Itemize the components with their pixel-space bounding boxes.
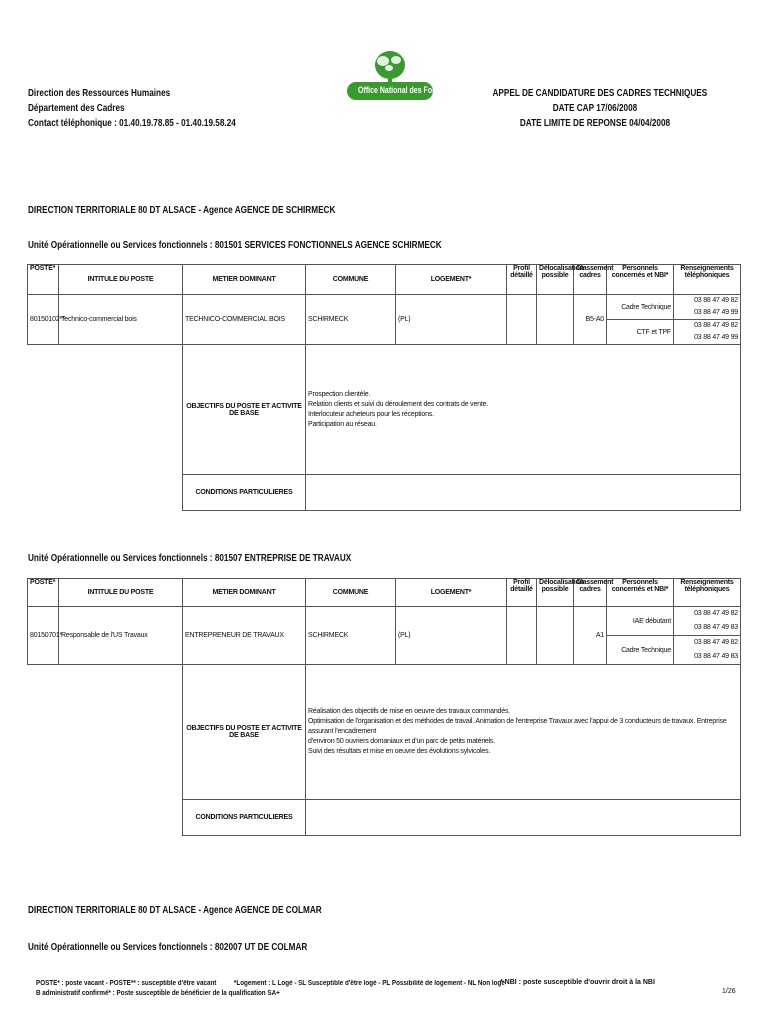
footer-legend [36,979,505,999]
personnel-1: IAE débutant [607,607,674,636]
col-classement: Classement cadres [574,579,607,607]
footer-line-1: POSTE* : poste vacant - POSTE** : susceptible d'être vacant *Logement : L Logé - SL Susceptible d'être logé - PL Possibilité de logement - NL Non logé [36,980,505,987]
poste-profil [507,607,537,665]
poste-profil [507,295,537,345]
col-delocalisation: Délocalisation possible [537,579,574,607]
table-row [28,295,741,320]
post-table-801501 [27,264,741,511]
telephone: 03 88 47 49 99 [694,334,738,341]
col-classement: Classement cadres [574,265,607,295]
col-poste: POSTE* [28,579,59,607]
col-logement: LOGEMENT* [396,579,507,607]
col-profil: Profil détaillé [507,579,537,607]
objectif-line: Interlocuteur acheteurs pour les réceptions. [308,410,434,418]
telephones-2 [674,320,741,345]
tree-logo-icon [345,48,446,104]
objectifs-label: OBJECTIFS DU POSTE ET ACTIVITE DE BASE [183,665,306,800]
telephone: 03 88 47 49 82 [694,639,738,646]
header-line-direction: Direction des Ressources Humaines [28,88,171,99]
telephone: 03 88 47 49 83 [694,624,738,631]
poste-delocalisation [537,607,574,665]
telephone: 03 88 47 49 82 [694,610,738,617]
col-metier: METIER DOMINANT [183,265,306,295]
conditions-row [28,800,741,836]
header-line-appel: APPEL DE CANDIDATURE DES CADRES TECHNIQUES [492,88,708,99]
col-intitule: INTITULE DU POSTE [59,579,183,607]
objectifs-text [306,665,741,800]
col-personnels: Personnels concernés et NBI* [607,265,674,295]
poste-intitule: Technico-commercial bois [59,295,183,345]
personnel-2: Cadre Technique [607,636,674,665]
telephone: 03 88 47 49 83 [694,653,738,660]
telephone: 03 88 47 49 82 [694,297,738,304]
objectif-line: Optimisation de l'organisation et des méthodes de travail. Animation de l'entreprise Travaux avec l'appui de 3 conducteurs de travaux. Entreprise assurant l'encadrement [308,718,727,735]
objectif-line: Relation clients et suivi du déroulement des contrats de vente. [308,400,489,408]
poste-classement: B5-A0 [574,295,607,345]
onf-logo [345,48,446,104]
col-personnels: Personnels concernés et NBI* [607,579,674,607]
objectifs-label: OBJECTIFS DU POSTE ET ACTIVITE DE BASE [183,345,306,475]
col-poste: POSTE* [28,265,59,295]
logo-text: Office National des Forêts [358,85,446,95]
poste-commune: SCHIRMECK [306,607,396,665]
col-commune: COMMUNE [306,579,396,607]
poste-metier: ENTREPRENEUR DE TRAVAUX [183,607,306,665]
poste-logement: (PL) [396,607,507,665]
table-row [28,607,741,636]
telephones-1 [674,607,741,636]
objectif-line: Prospection clientèle. [308,390,371,398]
table-header-row [28,265,741,295]
telephone: 03 88 47 49 99 [694,309,738,316]
page-number: 1/26 [722,988,736,995]
direction-title-schirmeck: DIRECTION TERRITORIALE 80 DT ALSACE - Agence AGENCE DE SCHIRMECK [28,205,336,216]
unite-title-801507: Unité Opérationnelle ou Services fonctionnels : 801507 ENTREPRISE DE TRAVAUX [28,553,352,564]
poste-code: 80150102** [28,295,59,345]
personnel-1: Cadre Technique [607,295,674,320]
col-commune: COMMUNE [306,265,396,295]
header-line-departement: Département des Cadres [28,103,125,114]
conditions-label: CONDITIONS PARTICULIERES [183,800,306,836]
header-line-date-limite: DATE LIMITE DE REPONSE 04/04/2008 [519,118,671,129]
objectif-line: Participation au réseau. [308,420,377,428]
objectifs-text [306,345,741,475]
unite-title-801501: Unité Opérationnelle ou Services fonctionnels : 801501 SERVICES FONCTIONNELS AGENCE SCHIRMECK [28,240,442,251]
col-profil: Profil détaillé [507,265,537,295]
telephone: 03 88 47 49 82 [694,322,738,329]
conditions-label: CONDITIONS PARTICULIERES [183,475,306,511]
objectifs-row [28,665,741,800]
poste-classement: A1 [574,607,607,665]
telephones-1 [674,295,741,320]
header-contact [28,86,236,131]
poste-code: 80150701* [28,607,59,665]
col-intitule: INTITULE DU POSTE [59,265,183,295]
conditions-row [28,475,741,511]
objectif-line: Suivi des résultats et mise en oeuvre des évolutions sylvicoles. [308,748,491,755]
objectif-line: d'environ 50 ouvriers domaniaux et d'un parc de petits matériels. [308,738,495,745]
col-delocalisation: Délocalisation possible [537,265,574,295]
header-line-date-cap: DATE CAP 17/06/2008 [552,103,638,114]
conditions-text [306,475,741,511]
personnel-2: CTF et TPF [607,320,674,345]
unite-title-802007: Unité Opérationnelle ou Services fonctionnels : 802007 UT DE COLMAR [28,942,308,953]
poste-delocalisation [537,295,574,345]
header-line-contact: Contact téléphonique : 01.40.19.78.85 - 01.40.19.58.24 [28,118,236,129]
header-appel [492,86,708,131]
table-header-row [28,579,741,607]
footer-nbi: * NBI : poste susceptible d'ouvrir droit à la NBI [500,979,655,986]
conditions-text [306,800,741,836]
col-renseignements: Renseignements téléphoniques [674,579,741,607]
direction-title-colmar: DIRECTION TERRITORIALE 80 DT ALSACE - Agence AGENCE DE COLMAR [28,905,322,916]
col-logement: LOGEMENT* [396,265,507,295]
objectif-line: Réalisation des objectifs de mise en oeuvre des travaux commandés. [308,708,510,715]
poste-metier: TECHNICO-COMMERCIAL BOIS [183,295,306,345]
poste-commune: SCHIRMECK [306,295,396,345]
col-renseignements: Renseignements téléphoniques [674,265,741,295]
col-metier: METIER DOMINANT [183,579,306,607]
objectifs-row [28,345,741,475]
telephones-2 [674,636,741,665]
footer-line-2: B administratif confirmé* : Poste susceptible de bénéficier de la qualification SA+ [36,990,280,997]
poste-intitule: Responsable de l'US Travaux [59,607,183,665]
poste-logement: (PL) [396,295,507,345]
post-table-801507 [27,578,741,836]
